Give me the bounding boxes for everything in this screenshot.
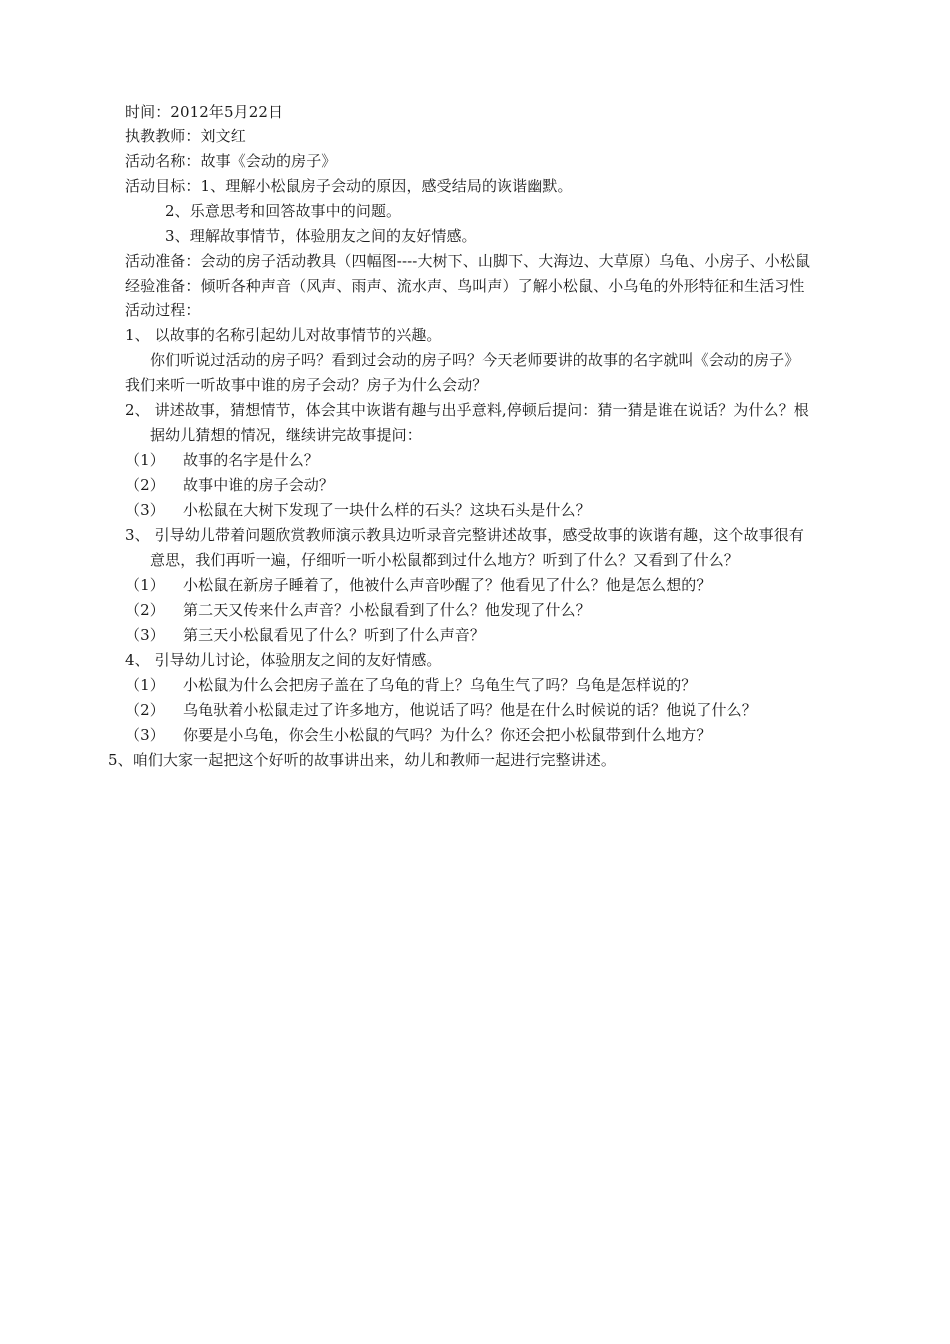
step-3-number: 3、 xyxy=(125,526,150,544)
step-4-number: 4、 xyxy=(125,651,150,669)
step-2-question-1-text: 故事的名字是什么？ xyxy=(183,451,319,469)
step-3-question-1-text: 小松鼠在新房子睡着了，他被什么声音吵醒了？他看见了什么？他是怎么想的？ xyxy=(183,576,712,594)
step-4-text: 引导幼儿讨论，体验朋友之间的友好情感。 xyxy=(149,651,442,669)
step-3-question-3 xyxy=(125,623,485,647)
time-line: 时间：2012年5月22日 xyxy=(125,103,284,121)
goal-line-2: 2、乐意思考和回答故事中的问题。 xyxy=(165,202,402,220)
step-4-question-3 xyxy=(125,723,712,747)
step-3-question-2 xyxy=(125,598,591,622)
step-1-number: 1、 xyxy=(125,326,150,344)
step-2-heading xyxy=(125,398,809,422)
step-4-question-1-number: （1） xyxy=(125,676,165,694)
step-2-question-2-number: （2） xyxy=(125,476,165,494)
activity-name-line: 活动名称：故事《会动的房子》 xyxy=(125,152,337,170)
step-1-heading xyxy=(125,323,442,347)
step-3-text: 引导幼儿带着问题欣赏教师演示教具边听录音完整讲述故事，感受故事的诙谐有趣，这个故事很有 xyxy=(149,526,804,544)
step-4-question-3-text: 你要是小乌龟，你会生小松鼠的气吗？为什么？你还会把小松鼠带到什么地方？ xyxy=(183,726,712,744)
teacher-line: 执教教师：刘文红 xyxy=(125,127,246,145)
step-1-paragraph-2: 我们来听一听故事中谁的房子会动？房子为什么会动？ xyxy=(125,376,488,394)
goal-line-1: 活动目标：1、理解小松鼠房子会动的原因，感受结局的诙谐幽默。 xyxy=(125,177,573,195)
step-4-question-1-text: 小松鼠为什么会把房子盖在了乌龟的背上？乌龟生气了吗？乌龟是怎样说的？ xyxy=(183,676,697,694)
step-1-text: 以故事的名称引起幼儿对故事情节的兴趣。 xyxy=(149,326,442,344)
prep-materials-line: 活动准备：会动的房子活动教具（四幅图----大树下、山脚下、大海边、大草原）乌龟、小房子、小松鼠 xyxy=(125,252,811,270)
step-4-heading xyxy=(125,648,442,672)
step-3-heading xyxy=(125,523,804,547)
prep-experience-line: 经验准备：倾听各种声音（风声、雨声、流水声、鸟叫声）了解小松鼠、小乌龟的外形特征和生活习性 xyxy=(125,277,805,295)
step-1-paragraph-1: 你们听说过活动的房子吗？看到过会动的房子吗？今天老师要讲的故事的名字就叫《会动的房子》 xyxy=(150,351,800,369)
step-2-question-3-number: （3） xyxy=(125,501,165,519)
step-5-line: 5、咱们大家一起把这个好听的故事讲出来，幼儿和教师一起进行完整讲述。 xyxy=(108,751,616,769)
step-3-question-3-text: 第三天小松鼠看见了什么？听到了什么声音？ xyxy=(183,626,486,644)
step-2-text: 讲述故事，猜想情节，体会其中诙谐有趣与出乎意料,停顿后提问：猜一猜是谁在说话？为什么？根 xyxy=(149,401,809,419)
step-2-number: 2、 xyxy=(125,401,150,419)
step-4-question-2-text: 乌龟驮着小松鼠走过了许多地方，他说话了吗？他是在什么时候说的话？他说了什么？ xyxy=(183,701,757,719)
step-3-question-2-text: 第二天又传来什么声音？小松鼠看到了什么？他发现了什么？ xyxy=(183,601,591,619)
step-2-question-2-text: 故事中谁的房子会动？ xyxy=(183,476,335,494)
step-3-continuation: 意思，我们再听一遍，仔细听一听小松鼠都到过什么地方？听到了什么？又看到了什么？ xyxy=(150,551,739,569)
step-2-question-1-number: （1） xyxy=(125,451,165,469)
step-4-question-3-number: （3） xyxy=(125,726,165,744)
step-2-question-2 xyxy=(125,473,334,497)
step-2-question-3-text: 小松鼠在大树下发现了一块什么样的石头？这块石头是什么？ xyxy=(183,501,591,519)
step-4-question-1 xyxy=(125,673,696,697)
step-3-question-3-number: （3） xyxy=(125,626,165,644)
step-3-question-1 xyxy=(125,573,712,597)
process-title: 活动过程： xyxy=(125,301,201,319)
step-3-question-2-number: （2） xyxy=(125,601,165,619)
step-2-question-3 xyxy=(125,498,591,522)
goal-line-3: 3、理解故事情节，体验朋友之间的友好情感。 xyxy=(165,227,477,245)
step-4-question-2 xyxy=(125,698,757,722)
step-4-question-2-number: （2） xyxy=(125,701,165,719)
step-2-continuation: 据幼儿猜想的情况，继续讲完故事提问： xyxy=(150,426,422,444)
step-3-question-1-number: （1） xyxy=(125,576,165,594)
step-2-question-1 xyxy=(125,448,319,472)
